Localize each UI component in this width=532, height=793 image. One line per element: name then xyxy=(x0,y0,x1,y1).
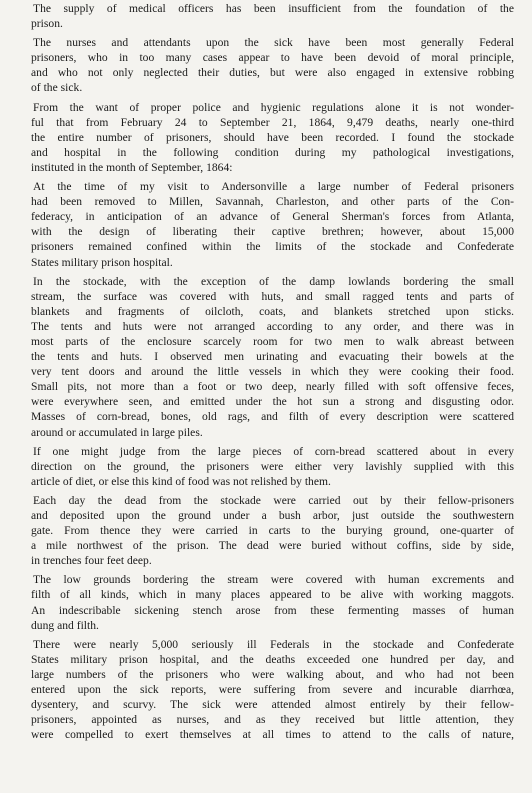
text-line: Masses of corn-bread, bones, old rags, and filth of every description were scattered xyxy=(31,411,514,424)
text-line: and who not only neglected their duties, but were also engaged in extensive robbing xyxy=(31,67,514,80)
paragraph xyxy=(31,180,514,271)
text-line: the entire number of prisoners, should have been recorded. I found the stockade xyxy=(31,131,514,144)
text-line: Each day the dead from the stockade were carried out by their fellow-prisoners xyxy=(33,494,514,507)
paragraph xyxy=(31,573,514,633)
text-line: dung and filth. xyxy=(31,619,99,632)
text-line: gate. From thence they were carried in carts to the burying ground, one-quarter of xyxy=(31,525,514,538)
text-line: States military prison hospital. xyxy=(31,256,173,269)
text-line: prisoners, appointed as nurses, and as they received but little attention, they xyxy=(31,714,514,727)
text-line: very tent doors and around the little vessels in which they were cooking their food. xyxy=(31,366,514,379)
text-line: were compelled to exert themselves at all times to attend to the calls of nature, xyxy=(31,729,514,742)
text-line: At the time of my visit to Andersonville a large number of Federal prisoners xyxy=(33,181,514,194)
paragraph xyxy=(31,275,514,441)
text-line: article of diet, or else this kind of food was not relished by them. xyxy=(31,475,331,488)
text-line: The nurses and attendants upon the sick have been most generally Federal xyxy=(33,37,514,50)
text-line: instituted in the month of September, 1864: xyxy=(31,161,233,174)
text-line: filth of all kinds, which in many places appeared to be alive with working maggots. xyxy=(31,589,514,602)
text-line: dysentery, and scurvy. The sick were attended almost entirely by their fellow- xyxy=(31,699,514,712)
text-line: If one might judge from the large pieces of corn-bread scattered about in every xyxy=(33,445,514,458)
text-line: large numbers of the prisoners who were walking about, and who had not been xyxy=(31,668,514,681)
text-line: in trenches four feet deep. xyxy=(31,555,152,568)
text-line: the tents and huts. I observed men urinating and evacuating their bowels at the xyxy=(31,351,514,364)
text-line: had been removed to Millen, Savannah, Charleston, and other parts of the Con- xyxy=(31,196,514,209)
text-line: blankets and fragments of oilcloth, coats, and blankets stretched upon sticks. xyxy=(31,305,514,318)
text-line: were everywhere seen, and emitted under the hot sun a strong and disgusting odor. xyxy=(31,396,514,409)
text-line: with the design of liberating their captive brethren; however, about 15,000 xyxy=(31,226,514,239)
text-line: of the sick. xyxy=(31,82,83,95)
paragraph xyxy=(31,101,514,176)
text-line: prisoners, who in too many cases appear to have been devoid of moral principle, xyxy=(31,52,514,65)
text-line: and deposited upon the ground under a bush arbor, just outside the southwestern xyxy=(31,510,514,522)
text-line: prison. xyxy=(31,18,63,31)
text-line: a mile northwest of the prison. The dead were buried without coffins, side by side, xyxy=(31,540,514,553)
paragraph xyxy=(31,638,514,744)
text-line: federacy, in anticipation of an advance of General Sherman's forces from Atlanta, xyxy=(31,211,514,224)
text-line: around or accumulated in large piles. xyxy=(31,426,203,439)
text-line: and hospital in the following condition during my pathological investigations, xyxy=(31,146,514,159)
text-line: An indescribable sickening stench arose from these fermenting masses of human xyxy=(31,604,514,617)
text-line: most parts of the enclosure scarcely room for two men to walk abreast between xyxy=(31,335,514,348)
paragraph xyxy=(31,2,514,32)
text-line: There were nearly 5,000 seriously ill Federals in the stockade and Confederate xyxy=(33,638,514,651)
text-line: The tents and huts were not arranged according to any order, and there was in xyxy=(31,320,514,333)
text-line: Small pits, not more than a foot or two deep, nearly filled with soft offensive feces, xyxy=(31,381,514,394)
paragraph xyxy=(31,445,514,490)
text-line: The low grounds bordering the stream were covered with human excrements and xyxy=(33,574,514,587)
paragraph xyxy=(31,36,514,96)
text-line: States military prison hospital, and the deaths exceeded one hundred per day, and xyxy=(31,653,514,666)
text-line: direction on the ground, the prisoners were either very lavishly supplied with this xyxy=(31,460,514,473)
text-line: In the stockade, with the exception of the damp lowlands bordering the small xyxy=(33,275,514,288)
text-line: entered upon the sick reports, were suffering from severe and incurable diarrhœa, xyxy=(31,684,514,697)
text-line: From the want of proper police and hygienic regulations alone it is not wonder- xyxy=(33,101,514,114)
text-line: ful that from February 24 to September 21, 1864, 9,479 deaths, nearly one-third xyxy=(31,116,514,129)
text-line: prisoners remained confined within the limits of the stockade and Confederate xyxy=(31,241,514,254)
text-line: stream, the surface was covered with huts, and small ragged tents and parts of xyxy=(31,290,514,303)
paragraph xyxy=(31,494,514,569)
text-line: The supply of medical officers has been insufficient from the foundation of the xyxy=(33,3,514,15)
